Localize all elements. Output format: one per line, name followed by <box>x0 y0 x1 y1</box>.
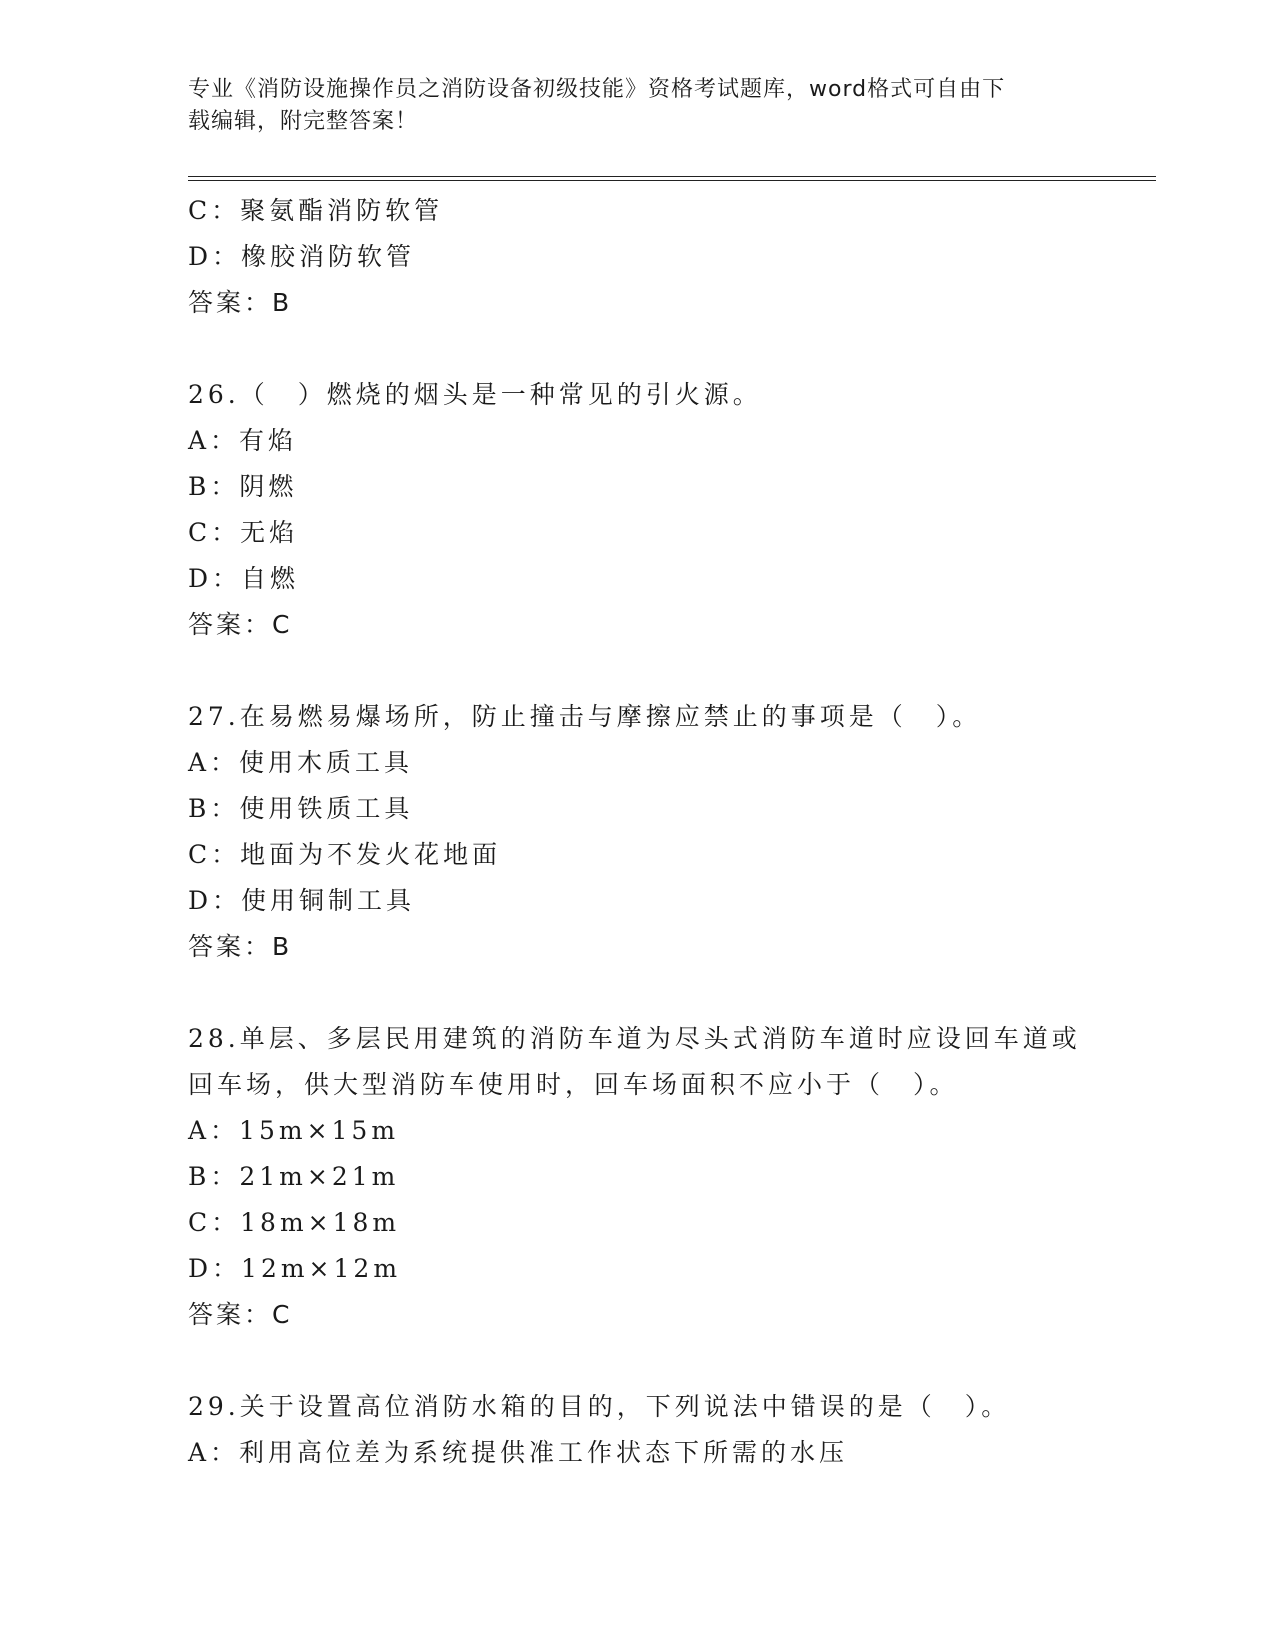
answer-line: 答案：C <box>188 610 293 639</box>
header-rule-top <box>188 176 1156 177</box>
option-d: D：使用铜制工具 <box>188 886 416 915</box>
question-block-26 <box>188 372 1148 648</box>
question-stem: 27.在易燃易爆场所，防止撞击与摩擦应禁止的事项是（ ）。 <box>188 702 982 731</box>
question-list <box>188 188 1148 1476</box>
question-block-29 <box>188 1384 1148 1476</box>
option-d: D：自燃 <box>188 564 300 593</box>
option-d: D：12m×12m <box>188 1254 402 1283</box>
option-d: D：橡胶消防软管 <box>188 242 416 271</box>
answer-line: 答案：B <box>188 288 293 317</box>
question-stem-line-1: 28.单层、多层民用建筑的消防车道为尽头式消防车道时应设回车道或 <box>188 1024 1081 1053</box>
option-a: A：15m×15m <box>188 1116 400 1145</box>
header-line-2: 载编辑，附完整答案！ <box>188 109 419 134</box>
answer-line: 答案：B <box>188 932 293 961</box>
question-stem: 26.（ ）燃烧的烟头是一种常见的引火源。 <box>188 380 762 409</box>
option-a: A：有焰 <box>188 426 298 455</box>
option-c: C：18m×18m <box>188 1208 401 1237</box>
header-rule-bottom <box>188 180 1156 181</box>
option-c: C：无焰 <box>188 518 299 547</box>
question-block-25 <box>188 188 1148 326</box>
option-b: B：21m×21m <box>188 1162 400 1191</box>
question-stem: 29.关于设置高位消防水箱的目的，下列说法中错误的是（ ）。 <box>188 1392 1011 1421</box>
option-a: A：使用木质工具 <box>188 748 414 777</box>
option-a: A：利用高位差为系统提供准工作状态下所需的水压 <box>188 1438 849 1467</box>
question-block-28 <box>188 1016 1148 1338</box>
document-header <box>188 74 1088 138</box>
answer-line: 答案：C <box>188 1300 293 1329</box>
header-line-1: 专业《消防设施操作员之消防设备初级技能》资格考试题库，word格式可自由下 <box>188 77 1006 102</box>
option-b: B：使用铁质工具 <box>188 794 414 823</box>
question-stem-line-2: 回车场，供大型消防车使用时，回车场面积不应小于（ ）。 <box>188 1070 959 1099</box>
option-c: C：地面为不发火花地面 <box>188 840 502 869</box>
option-c: C：聚氨酯消防软管 <box>188 196 444 225</box>
question-block-27 <box>188 694 1148 970</box>
option-b: B：阴燃 <box>188 472 298 501</box>
